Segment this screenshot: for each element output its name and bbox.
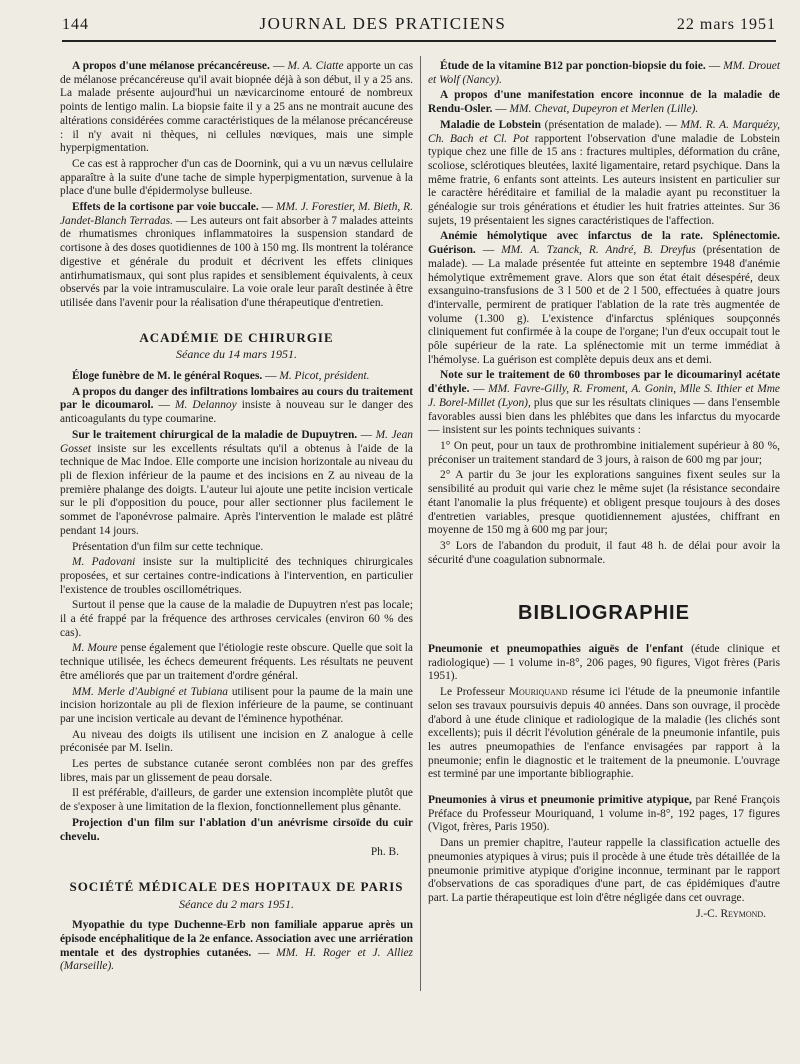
column-divider [420, 56, 421, 991]
article-title: Myopathie du type Duchenne-Erb non familiale apparue après un épisode encéphalitique de la 2e enfance. Association avec une arriération mentale et des dystrophies cutanées. [60, 919, 413, 959]
article-title: A propos d'une manifestation encore inconnue de la maladie de Rendu-Osler. [428, 89, 780, 116]
article-text: (présentation de malade). — La malade présentée fut atteinte en septembre 1948 d'anémie hémolytique extrêmement grave. Alors que son état était désespéré, deux exsanguino-transfusions de 3 l 500 et de 2 l 500, effectuées à quatre jours d'intervalle, permirent de pratiquer l'ablation de la rate très augmentée de volume (1.300 g). L'existence d'infarctus spléniques soupçonnés cliniquement fut confirmée à la coupe de l'organe; l'un d'eux occupait tout le pôle supérieur de la rate. La splénectomie mit un terme immédiat à l'hémolyse. La guérison est complète depuis deux ans et demi. [428, 244, 780, 366]
article-title: Anémie hémolytique avec infarctus de la rate. Splénectomie. Guérison. [428, 230, 780, 257]
article-title: Sur le traitement chirurgical de la maladie de Dupuytren. [72, 428, 358, 441]
list-item: 3° Lors de l'abandon du produit, il faut 48 h. de délai pour avoir la sécurité d'une coagulation subnormale. [428, 539, 780, 566]
book-description: par René François Préface du Professeur Mouriquand, 1 volume in-8°, 192 pages, 17 figures (Vigot, frères, Paris 1950). [428, 794, 780, 834]
article-authors: M. Padovani [72, 556, 136, 569]
paragraph: Au niveau des doigts ils utilisent une incision en Z analogue à celle préconisée par M. Iselin. [60, 728, 413, 755]
session-date: Séance du 2 mars 1951. [179, 896, 294, 911]
book-title: Pneumonie et pneumopathies aiguës de l'enfant [428, 643, 684, 656]
article-title: A propos d'une mélanose précancéreuse. [72, 60, 270, 72]
author-name: Mouriquand [508, 686, 568, 699]
paragraph-text: utilisent pour la paume de la main une incision horizontale au pli de flexion inférieure de la paume, se continuant par une incision verticale au devant de l'éminence hypothénar. [60, 685, 413, 725]
article-title: Projection d'un film sur l'ablation d'un anévrisme cirsoïde du cuir chevelu. [60, 816, 413, 843]
paragraph: Surtout il pense que la cause de la maladie de Dupuytren n'est pas locale; il a été frappé par la fréquence des arthroses cervicales (environ 60 % des cas). [60, 599, 413, 639]
article-authors: MM. H. Roger et J. Alliez (Marseille). [60, 946, 413, 973]
article-danger: A propos du danger des infiltrations lombaires au cours du traitement par le dicoumarol. — M. Delannoy insiste à nouveau sur le danger des anticoagulants du type coumarine. [60, 385, 414, 426]
spacer [428, 784, 780, 794]
article-text: insiste à nouveau sur le danger des anticoagulants du type coumarine. [60, 399, 414, 426]
article-text: insiste sur les excellents résultats qu'il a obtenus à l'aide de la technique de Mac Indoe. Elle comporte une incision horizontale au niveau du pli de flexion inférieur de la paume et des incisions en Z au niveau de la première phalange des doigts. L'auteur lui ajoute une petite incision verticale sur le pli d'opposition du pouce, pour aller sectionner plus facilement le sommet de l'aponévrose palmaire. Après l'intervention le malade est plâtré pendant 14 jours. [60, 442, 413, 537]
list-item: 2° A partir du 3e jour les explorations sanguines fixent seules sur la sensibilité au produit qui varie chez le même sujet (la résistance secondaire étant l'anomalie la plus fréquente) et obligent presque toujours à des doses d'entretien variables, presque quotidiennement ajustées, chiffrant en moyenne de 150 mg à 600 mg par jour; [428, 469, 780, 537]
book-review [428, 686, 780, 782]
article-vitamine: Étude de la vitamine B12 par ponction-biopsie du foie. — MM. Drouet et Wolf (Nancy). [428, 60, 780, 86]
paragraph: Ce cas est à rapprocher d'un cas de Doornink, qui a vu un nævus cellulaire apparaître à la suite d'une tache de simple hyperpigmentation, survenue à la place d'une bulle d'épidermolyse bulleuse. [60, 157, 413, 198]
article-myopathie: Myopathie du type Duchenne-Erb non familiale apparue après un épisode encéphalitique de la 2e enfance. Association avec une arriération mentale et des dystrophies cutanées. — MM. H. Roger et J. Alliez (Marseille). [60, 919, 413, 973]
article-title: A propos du danger des infiltrations lombaires au cours du traitement par le dicoumarol. [60, 385, 413, 412]
book-review: Dans un premier chapitre, l'auteur rappelle la classification actuelle des pneumonies atypiques à virus; puis il procède à une étude très détaillée de la pneumonie primitive atypique d'origine inconnue, terminant par le rapport d'observations de cas sporadiques d'une part, de cas épidémiques d'autre part. La partie thérapeutique est loin d'être négligée dans cet ouvrage. [428, 837, 780, 904]
paragraph: Les pertes de substance cutanée seront comblées non par des greffes libres, mais par un glissement de peau dorsale. [60, 758, 413, 784]
article-authors: MM. Favre-Gilly, R. Froment, A. Gonin, Mlle S. Ithier et Mme J. Borel-Millet (Lyon), [428, 383, 780, 409]
article-title: Étude de la vitamine B12 par ponction-biopsie du foie. [440, 60, 706, 72]
paragraph [60, 642, 413, 683]
article-text: rapportent l'observation d'une maladie de Lobstein typique chez une fille de 15 ans : fractures multiples, déformation du crâne, scoliose, sclérotiques bleutées, laxité ligamentaire, retard psychique. Dans la même fratrie, 6 enfants sont atteints. Les auteurs insistent en particulier sur le caractère héréditaire et familial de la maladie ayant pu reconstituer la généalogie sur trois générations et étudier les huit fratries atteintes. Sur 36 sujets, 19 présentaient les signes caractéristiques de l'affection. [428, 132, 780, 227]
article-subtitle: (présentation de malade). [544, 118, 662, 131]
article-text: Les auteurs ont fait absorber à 7 malades atteints de rhumatismes chroniques inflammatoires la suspension standard de cortisone à des doses quotidiennes de 100 à 150 mg. Ils montrent la tolérance digestive et générale du produit et décrivent les effets cliniques antirhumatismaux, qui sont plus rapides et sensiblement équivalents, à ceux observés par la voie intramusculaire. La voie orale leur paraît destinée à être utilisée dans l'avenir pour la réalisation d'une thérapeutique d'entretien. [60, 214, 413, 309]
article-title: Effets de la cortisone par voie buccale. [72, 201, 259, 214]
article-eloge: Éloge funèbre de M. le général Roques. — M. Picot, président. [72, 370, 370, 383]
article-anemie: Anémie hémolytique avec infarctus de la rate. Splénectomie. Guérison. — MM. A. Tzanck, R. André, B. Dreyfus (présentation de malade). — La malade présentée fut atteinte en septembre 1948 d'anémie hémolytique extrêmement grave. Alors que son état était désespéré, deux exsanguino-transfusions de 3 l 500 et de 2 l 500, effectuées à quatre jours d'intervalle, permirent de pratiquer l'ablation de la rate très augmentée de volume (1.300 g). L'existence d'infarctus spléniques soupçonnés cliniquement fut confirmée à la coupe de l'organe; l'un d'eux occupait tout le pôle supérieur de la rate. La splénectomie mit un terme immédiat à l'hémolyse. La guérison est complète depuis deux ans et demi. [428, 230, 780, 366]
list-item: 1° On peut, pour un taux de prothrombine initialement supérieur à 80 %, préconiser un traitement standard de 3 jours, à raison de 600 mg par jour; [428, 439, 780, 466]
right-column [428, 60, 780, 937]
article-thrombose: Note sur le traitement de 60 thromboses par le dicoumarinyl acétate d'éthyle. — MM. Favre-Gilly, R. Froment, A. Gonin, Mlle S. Ithier et Mme J. Borel-Millet (Lyon), plus que sur les résultats cliniques — dans l'ensemble favorables aussi bien dans les phlébites que dans les infarctus du myocarde — insistent sur les points techniques suivants : [428, 369, 780, 437]
running-header [62, 14, 776, 38]
book-entry [428, 643, 780, 684]
article-cortisone: Effets de la cortisone par voie buccale. — MM. J. Forestier, M. Bieth, R. Jandet-Blanch Terradas. — Les auteurs ont fait absorber à 7 malades atteints de rhumatismes chroniques inflammatoires la suspension standard de cortisone à des doses quotidiennes de 100 à 150 mg. Ils montrent la tolérance digestive et générale du produit et décrivent les effets cliniques antirhumatismaux, qui sont plus rapides et sensiblement équivalents, à ceux observés par la voie intramusculaire. La voie orale leur paraît destinée à être utilisée dans l'avenir pour la réalisation d'une thérapeutique d'entretien. [60, 201, 413, 309]
paragraph [60, 556, 413, 597]
section-heading: SOCIÉTÉ MÉDICALE DES HOPITAUX DE PARIS [69, 878, 404, 894]
session-date: Séance du 14 mars 1951. [176, 347, 297, 362]
review-text: Le Professeur [440, 686, 505, 699]
issue-date: 22 mars 1951 [676, 16, 776, 33]
article-authors: M. Picot, président. [279, 370, 370, 383]
article-authors: MM. A. Tzanck, R. André, B. Dreyfus [501, 244, 696, 257]
article-authors: MM. J. Forestier, M. Bieth, R. Jandet-Blanch Terradas. [60, 201, 413, 227]
article-lobstein: Maladie de Lobstein (présentation de malade). — MM. R. A. Marquézy, Ch. Bach et Cl. Pot rapportent l'observation d'une maladie de Lobstein typique chez une fille de 15 ans : fractures multiples, déformation du crâne, scoliose, sclérotiques bleutées, laxité ligamentaire, retard psychique. Dans la même fratrie, 6 enfants sont atteints. Les auteurs insistent en particulier sur le caractère héréditaire et familial de la maladie ayant pu reconstituer la généalogie sur trois générations et étudier les huit fratries atteintes. Sur 36 sujets, 19 présentaient les signes caractéristiques de l'affection. [428, 118, 780, 227]
article-authors: M. Delannoy [174, 399, 237, 412]
paragraph-text: pense également que l'étiologie reste obscure. Quelle que soit la technique utilisée, les échecs demeurent fréquents. Les résultats ne peuvent être améliorés que par un traitement d'ordre général. [60, 642, 413, 682]
article-authors: M. Jean Gosset [60, 428, 414, 455]
book-title: Pneumonies à virus et pneumonie primitive atypique, [428, 794, 692, 807]
article-authors: MM. R. A. Marquézy, Ch. Bach et Cl. Pot [428, 118, 780, 145]
paragraph-text: insiste sur la multiplicité des techniques chirurgicales proposées, et sur certaines contre-indications à l'intervention, en particulier l'existence de troubles oscillométriques. [60, 556, 413, 596]
article-title: Note sur le traitement de 60 thromboses par le dicoumarinyl acétate d'éthyle. [428, 369, 780, 396]
article-text: apporte un cas de mélanose précancéreuse qu'il avait biopnée déjà à son début, il y a 25 ans. La malade présente aujourd'hui un nævicarcinome entouré de nombreux points de lentigo malin. La biopsie faite il y a 25 ans ne montrait aucune des altérations considérées comme caractéristiques de la mélanose précancéreuse : il n'y avait ni thèques, ni cellules nœviques, mais une simple hyperpigmentation. [60, 60, 413, 155]
article-melanose: A propos d'une mélanose précancéreuse. — M. A. Ciatte apporte un cas de mélanose précancéreuse qu'il avait biopnée déjà à son début, il y a 25 ans. La malade présente aujourd'hui un nævicarcinome entouré de nombreux points de lentigo malin. La biopsie faite il y a 25 ans ne montrait aucune des altérations considérées comme caractéristiques de la mélanose précancéreuse : il n'y avait ni thèques, ni cellules nœviques, mais une simple hyperpigmentation. [60, 60, 413, 155]
paragraph: Il est préférable, d'ailleurs, de garder une extension incomplète plutôt que de s'exposer à une limitation de la flexion, fonctionnellement plus gênante. [60, 787, 413, 814]
article-authors: MM. Chevat, Dupeyron et Merlen (Lille). [509, 103, 699, 116]
article-authors: M. Moure [72, 642, 118, 655]
article-title: Éloge funèbre de M. le général Roques. [72, 370, 263, 383]
paragraph: Présentation d'un film sur cette technique. [72, 540, 264, 553]
left-column [60, 60, 413, 976]
page-number: 144 [62, 16, 89, 33]
article-dupuytren: Sur le traitement chirurgical de la maladie de Dupuytren. — M. Jean Gosset insiste sur les excellents résultats qu'il a obtenus à l'aide de la technique de Mac Indoe. Elle comporte une incision horizontale au niveau du pli de flexion inférieur de la paume et des incisions en Z au niveau de la première phalange des doigts. L'auteur lui ajoute une petite incision verticale sur le pli d'opposition du pouce, pour aller sectionner plus facilement le sommet de l'aponévrose palmaire. Après l'intervention le malade est plâtré pendant 14 jours. [60, 428, 414, 537]
article-rendu: A propos d'une manifestation encore inconnue de la maladie de Rendu-Osler. — MM. Chevat, Dupeyron et Merlen (Lille). [428, 89, 780, 116]
bibliography-heading: BIBLIOGRAPHIE [518, 602, 690, 625]
article-title: Maladie de Lobstein [440, 118, 541, 131]
journal-title: JOURNAL DES PRATICIENS [259, 14, 507, 33]
signature: J.-C. Reymond. [696, 907, 766, 920]
signature: Ph. B. [370, 846, 399, 859]
paragraph [60, 686, 413, 727]
review-text: résume ici l'étude de la pneumonie infantile selon ses travaux poursuivis depuis 40 années. Dans son ouvrage, il procède d'abord à une étude clinique et radiologique de la maladie (les clichés sont excellents); puis il décrit l'évolution générale de la pneumonie infantile, puis les autres pneumopathies de l'enfance envisagées par rapport à la pneumonie; enfin le diagnostic et le traitement de la pneumonie. L'ouvrage est terminé par une importante bibliographie. [428, 686, 780, 781]
article-authors: M. A. Ciatte [287, 60, 344, 72]
article-authors: MM. Merle d'Aubigné et Tubiana [72, 685, 228, 698]
article-text: plus que sur les résultats cliniques — dans l'ensemble favorables aussi bien dans les phlébites que dans les infarctus du myocarde — insistent sur les points techniques suivants : [428, 396, 780, 437]
section-heading: ACADÉMIE DE CHIRURGIE [139, 329, 334, 345]
book-entry [428, 794, 780, 835]
book-description: (étude clinique et radiologique) — 1 volume in-8°, 206 pages, 90 figures, Vigot frères (Paris 1951). [428, 643, 780, 683]
header-rule [62, 40, 776, 42]
article-authors: MM. Drouet et Wolf (Nancy). [428, 60, 780, 86]
